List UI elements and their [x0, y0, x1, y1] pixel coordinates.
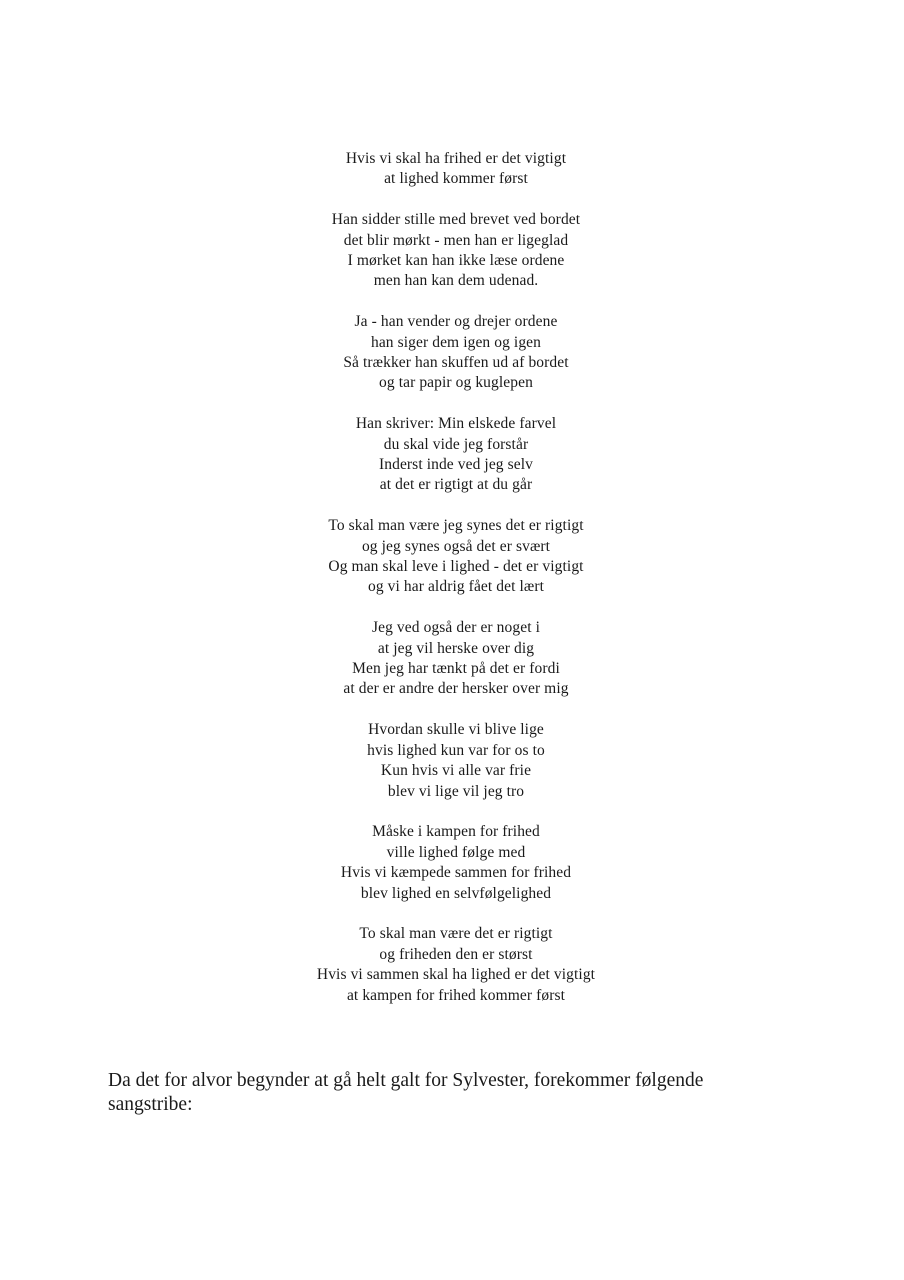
stanza	[0, 720, 904, 802]
stanza	[0, 414, 904, 496]
lyric-line: og jeg synes også det er svært	[361, 537, 551, 555]
lyric-line: I mørket kan han ikke læse ordene	[347, 252, 565, 270]
lyric-line: Ja - han vender og drejer ordene	[354, 313, 558, 331]
lyric-line: og vi har aldrig fået det lært	[367, 578, 545, 596]
stanza	[0, 822, 904, 904]
lyric-line: og friheden den er størst	[379, 945, 533, 963]
lyric-line: Inderst inde ved jeg selv	[378, 456, 533, 474]
lyric-line: at kampen for frihed kommer først	[346, 986, 566, 1004]
lyric-line: Han skriver: Min elskede farvel	[355, 415, 557, 433]
lyric-line: men han kan dem udenad.	[373, 272, 539, 290]
lyric-line: og tar papir og kuglepen	[379, 374, 533, 392]
lyric-line: han siger dem igen og igen	[370, 333, 542, 351]
stanza	[0, 516, 904, 598]
lyric-line: Hvis vi kæmpede sammen for frihed	[340, 864, 572, 882]
lyric-line: To skal man være det er rigtigt	[359, 925, 553, 943]
lyric-line: det blir mørkt - men han er ligeglad	[343, 231, 569, 249]
stanza	[0, 618, 904, 700]
lyric-line: du skal vide jeg forstår	[383, 435, 529, 453]
lyric-line: Men jeg har tænkt på det er fordi	[352, 660, 560, 678]
lyric-line: blev lighed en selvfølgelighed	[360, 884, 552, 902]
stanza	[0, 149, 904, 190]
stanza	[0, 924, 904, 1006]
lyric-line: ville lighed følge med	[386, 843, 526, 861]
lyric-line: Hvis vi skal ha frihed er det vigtigt	[345, 150, 567, 167]
lyric-line: Måske i kampen for frihed	[372, 823, 540, 841]
lyric-line: Og man skal leve i lighed - det er vigtigt	[328, 558, 584, 576]
lyric-line: Hvis vi sammen skal ha lighed er det vigtigt	[316, 966, 596, 984]
stanza	[0, 210, 904, 292]
lyric-line: Så trækker han skuffen ud af bordet	[343, 354, 569, 372]
lyric-line: hvis lighed kun var for os to	[367, 741, 545, 759]
lyric-line: Han sidder stille med brevet ved bordet	[331, 211, 581, 229]
lyric-line: at jeg vil herske over dig	[377, 639, 535, 657]
lyric-line: To skal man være jeg synes det er rigtigt	[328, 517, 584, 535]
stanza	[0, 312, 904, 394]
lyric-line: Jeg ved også der er noget i	[372, 619, 540, 637]
body-paragraph: Da det for alvor begynder at gå helt galt for Sylvester, forekommer følgende sangstribe:	[108, 1069, 704, 1115]
lyric-line: at det er rigtigt at du går	[379, 476, 533, 494]
song-lyrics	[0, 149, 904, 1006]
lyric-line: at der er andre der hersker over mig	[343, 680, 569, 698]
lyric-line: at lighed kommer først	[384, 170, 528, 188]
lyric-line: blev vi lige vil jeg tro	[387, 782, 525, 800]
lyric-line: Kun hvis vi alle var frie	[380, 762, 532, 780]
lyric-line: Hvordan skulle vi blive lige	[368, 721, 544, 739]
